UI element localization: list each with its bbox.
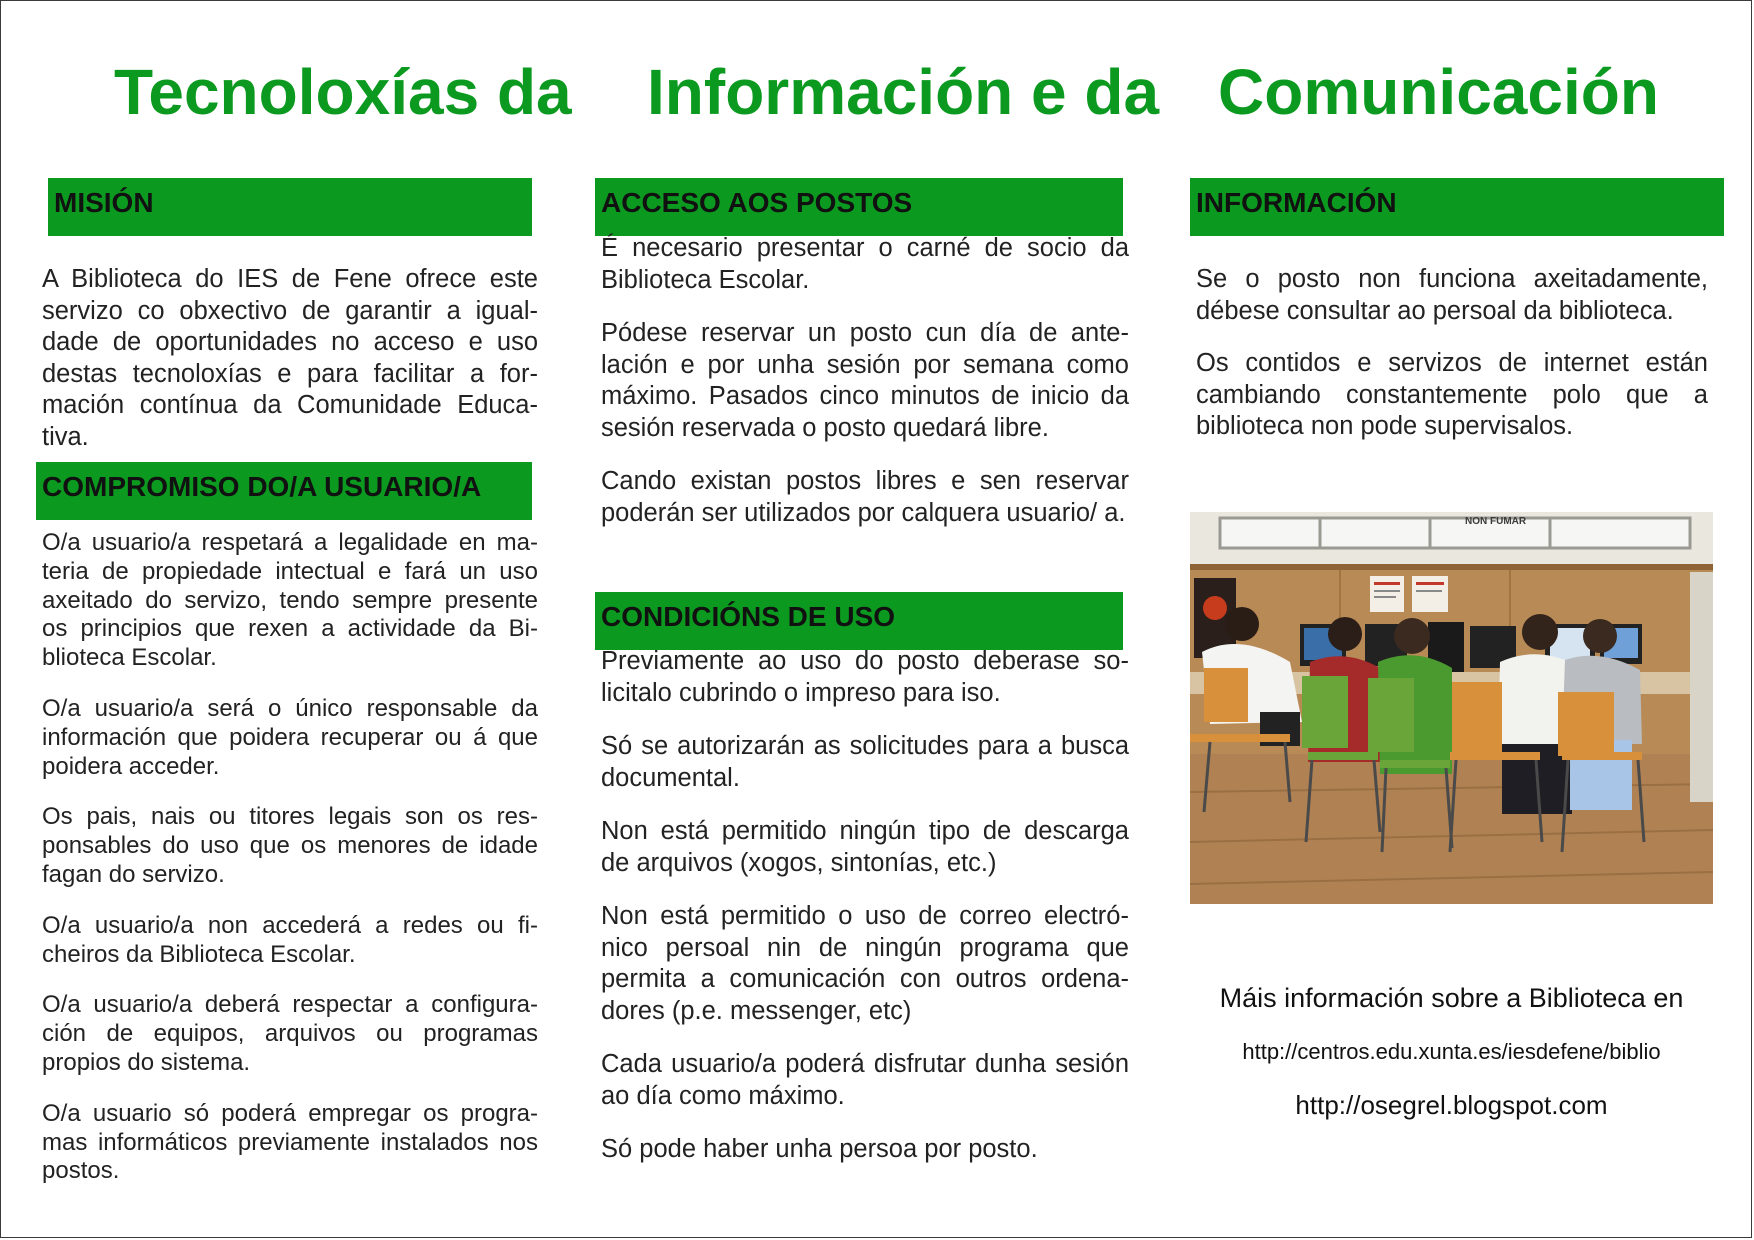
title-word-1: Tecnoloxías da (114, 56, 572, 128)
mision-text (42, 264, 538, 474)
blog-link[interactable]: http://osegrel.blogspot.com (1295, 1090, 1608, 1120)
condicions-text (601, 646, 1129, 1166)
paragraph: O/a usuario só poderá empregar os programas informáticos previamente instalados nos postos. (42, 1099, 538, 1185)
paragraph: Non está permitido o uso de correo electrónico persoal nin de ningún programa que permita a comunicación con outros ordenadores (p.e. messenger, etc) (601, 902, 1129, 1025)
informacion-header: INFORMACIÓN (1190, 178, 1724, 236)
acceso-header: ACCESO AOS POSTOS (595, 178, 1123, 236)
mision-header: MISIÓN (48, 178, 532, 236)
paragraph: É necesario presentar o carné de socio da Biblioteca Escolar. (601, 234, 1129, 294)
paragraph: Só se autorizarán as solicitudes para a busca documental. (601, 732, 1129, 792)
paragraph: O/a usuario/a será o único responsable da información que poidera recuperar ou á que poidera acceder. (42, 694, 538, 780)
condicions-header: CONDICIÓNS DE USO (595, 592, 1123, 650)
title-word-3: Comunicación (1218, 56, 1659, 128)
acceso-text (601, 233, 1129, 529)
library-website-link[interactable]: http://centros.edu.xunta.es/iesdefene/biblio (1242, 1039, 1661, 1064)
paragraph: Previamente ao uso do posto deberase solicitalo cubrindo o impreso para iso. (601, 647, 1129, 707)
paragraph: Só pode haber unha persoa por posto. (601, 1135, 1038, 1163)
paragraph: Cando existan postos libres e sen reservar poderán ser utilizados por calquera usuario/ a. (601, 467, 1129, 527)
paragraph: O/a usuario/a non accederá a redes ou ficheiros da Biblioteca Escolar. (42, 911, 538, 968)
compromiso-header: COMPROMISO DO/A USUARIO/A (36, 462, 532, 520)
library-computer-room-photo (1190, 512, 1713, 904)
paragraph: Non está permitido ningún tipo de descarga de arquivos (xogos, sintonías, etc.) (601, 817, 1129, 877)
paragraph: Se o posto non funciona axeitadamente, débese consultar ao persoal da biblioteca. (1196, 265, 1708, 325)
paragraph: A Biblioteca do IES de Fene ofrece este servizo co obxectivo de garantir a igualdade de oportunidades no acceso e uso destas tecnoloxías e para facilitar a formación contínua da Comunidade Educativa. (42, 265, 538, 451)
photo-sign: NON FUMAR (1465, 516, 1527, 527)
title-word-2: Información e da (647, 56, 1160, 128)
informacion-text (1196, 264, 1708, 443)
paragraph: Pódese reservar un posto cun día de antelación e por unha sesión por semana como máximo. Pasados cinco minutos de inicio da sesión reservada o posto quedará libre. (601, 319, 1129, 442)
paragraph: Os contidos e servizos de internet están cambiando constantemente polo que a biblioteca non pode supervisalos. (1196, 349, 1708, 440)
paragraph: Cada usuario/a poderá disfrutar dunha sesión ao día como máximo. (601, 1050, 1129, 1110)
paragraph: O/a usuario/a respetará a legalidade en materia de propiedade intectual e fará un uso axeitado do servizo, tendo sempre presente os principios que rexen a actividade da Biblioteca Escolar. (42, 529, 538, 672)
paragraph: Os pais, nais ou titores legais son os responsables do uso que os menores de idade fagan do servizo. (42, 803, 538, 888)
paragraph: O/a usuario/a deberá respectar a configuración de equipos, arquivos ou programas propios do sistema. (42, 991, 538, 1076)
compromiso-text (42, 529, 538, 1186)
more-info-label: Máis información sobre a Biblioteca en (1219, 983, 1684, 1013)
